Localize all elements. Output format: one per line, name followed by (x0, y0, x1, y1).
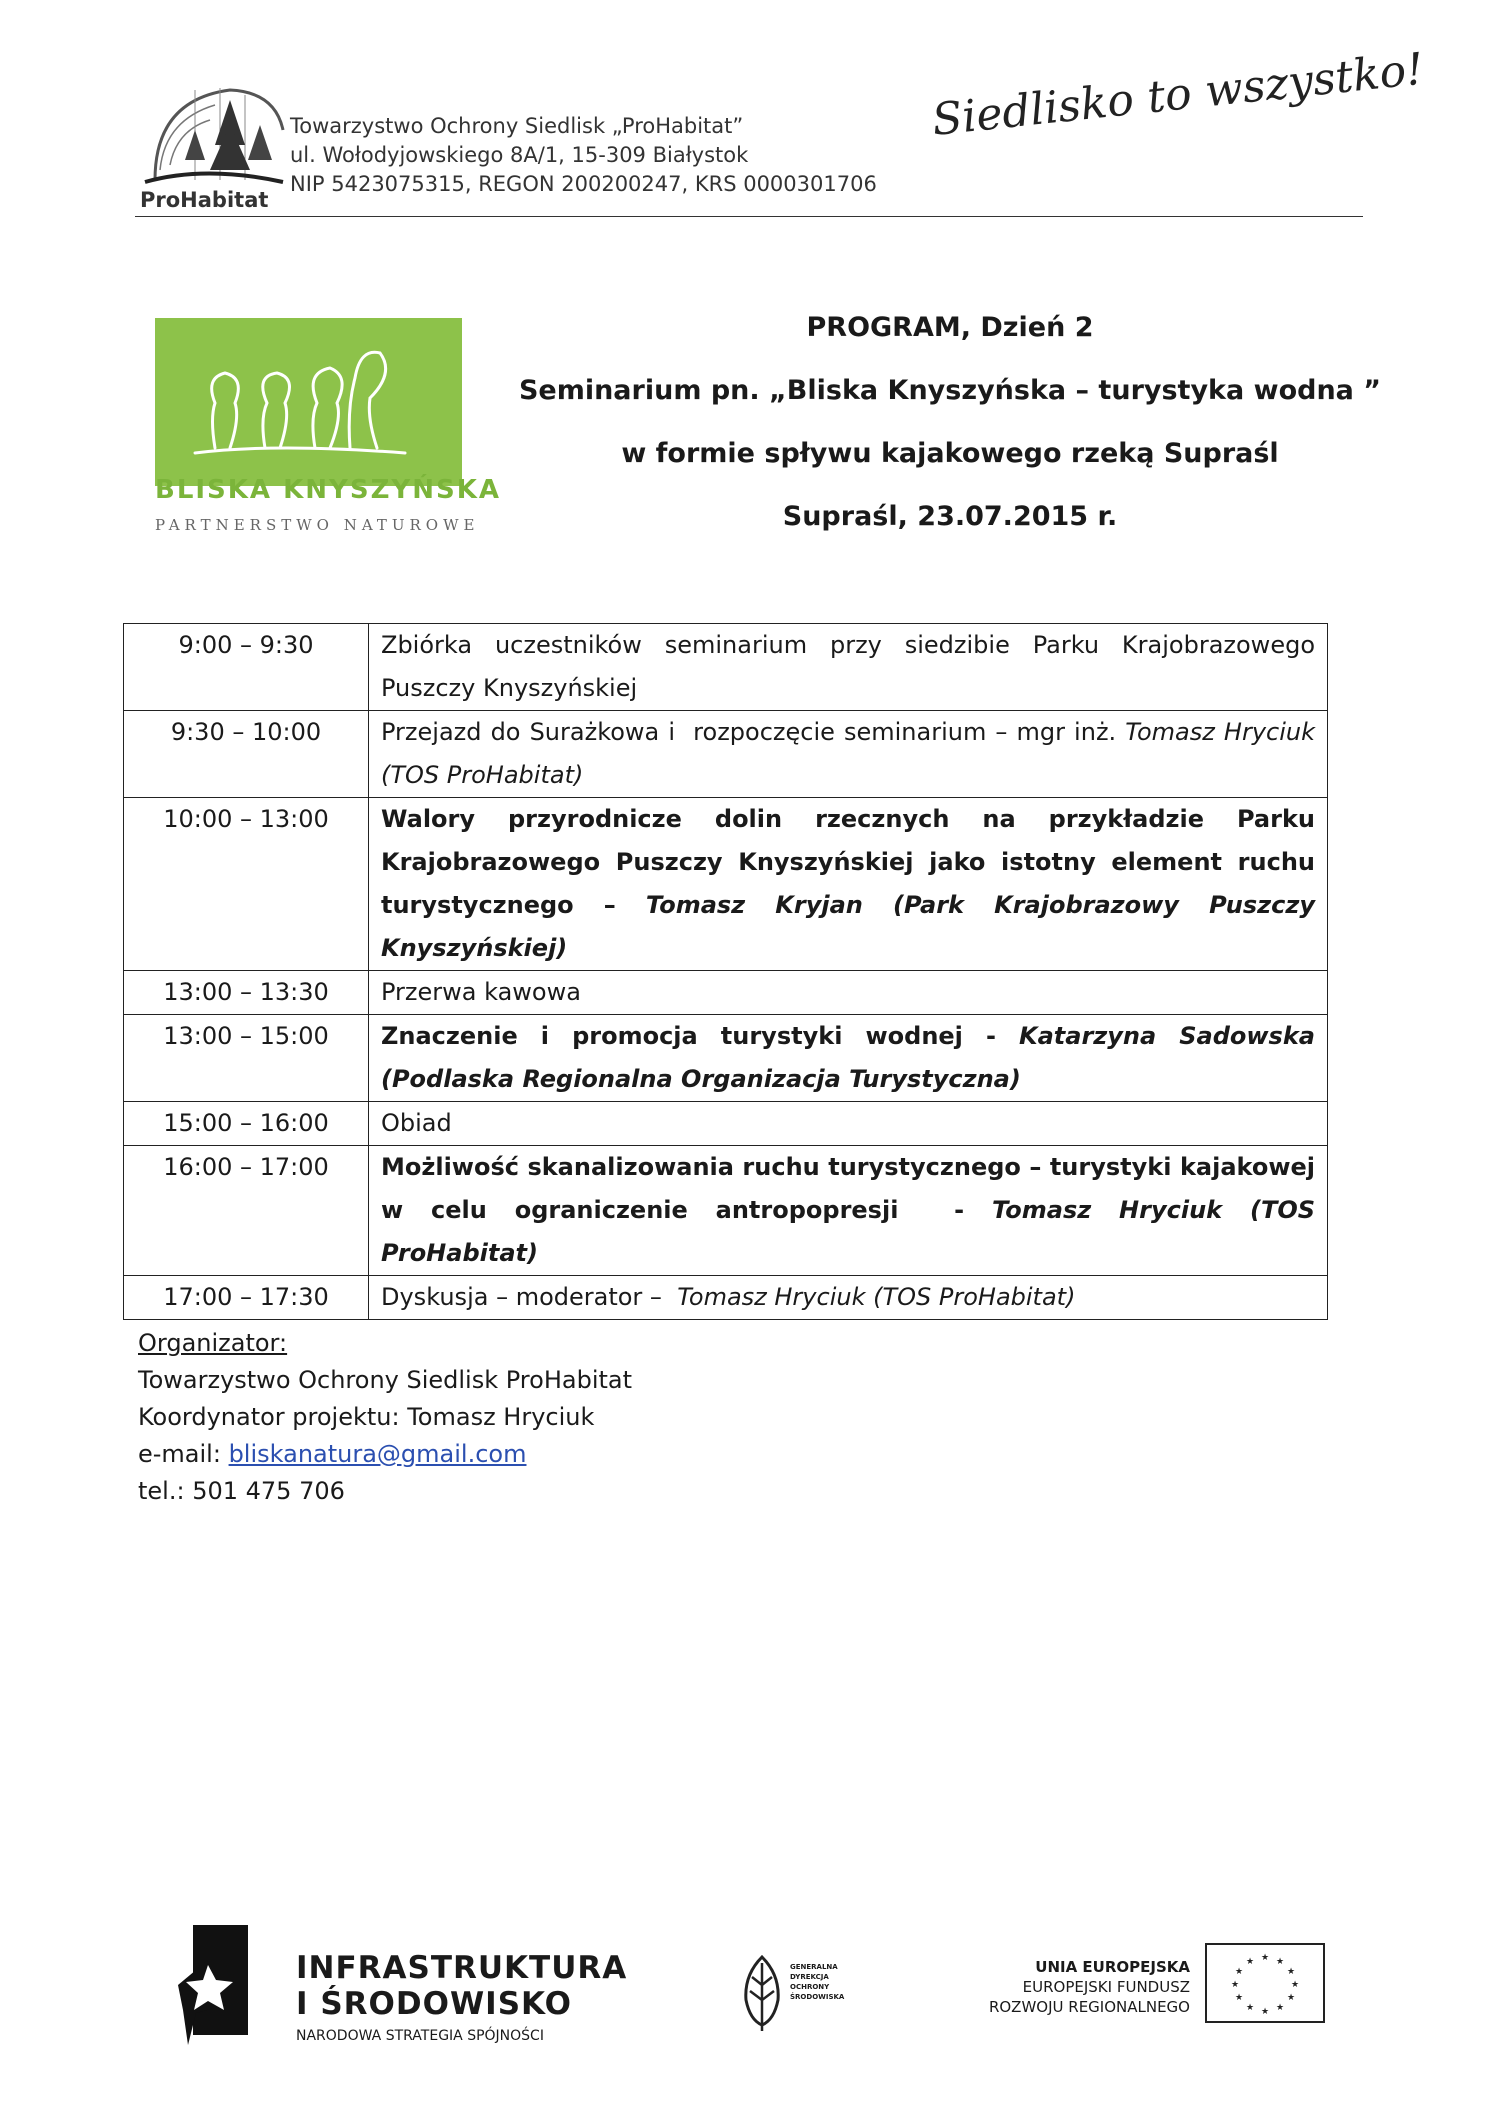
schedule-time: 17:00 – 17:30 (124, 1276, 369, 1320)
svg-text:★: ★ (1234, 1967, 1244, 1977)
svg-text:★: ★ (1286, 1967, 1296, 1977)
svg-text:★: ★ (1234, 1993, 1244, 2003)
letterhead-address (290, 112, 877, 199)
organizer-coordinator: Koordynator projektu: Tomasz Hryciuk (138, 1403, 595, 1431)
svg-text:★: ★ (1260, 2007, 1270, 2017)
svg-text:★: ★ (1245, 1957, 1255, 1967)
schedule-desc-text: Dyskusja – moderator – (381, 1283, 678, 1311)
schedule-topic: Możliwość skanalizowania ruchu turystycznego – turystyki kajakowej w celu ograniczenie antropopresji - (381, 1153, 1315, 1224)
schedule-time: 15:00 – 16:00 (124, 1102, 369, 1146)
schedule-time: 9:00 – 9:30 (124, 624, 369, 711)
schedule-desc (369, 1276, 1328, 1320)
program-title: PROGRAM, Dzień 2 (806, 312, 1094, 343)
seminar-date-place: Supraśl, 23.07.2015 r. (782, 501, 1118, 532)
infra-logo-line2: I ŚRODOWISKO (296, 1986, 572, 2022)
table-row (124, 971, 1328, 1015)
schedule-speaker: Tomasz Kryjan (Park Krajobrazowy Puszczy Knyszyńskiej) (381, 891, 1315, 962)
schedule-desc (369, 971, 1328, 1015)
gdos-leaf-icon (740, 1955, 784, 2033)
svg-text:★: ★ (1245, 2003, 1255, 2013)
letterhead-line-3: NIP 5423075315, REGON 200200247, KRS 0000301706 (290, 172, 877, 196)
seminar-form: w formie spływu kajakowego rzeką Supraśl (621, 438, 1279, 469)
organizer-heading: Organizator: (138, 1329, 288, 1357)
gdos-logo-text (790, 1962, 844, 2002)
schedule-desc-text: Przejazd do Surażkowa i rozpoczęcie seminarium – mgr inż. (381, 718, 1126, 746)
schedule-topic: Znaczenie i promocja turystyki wodnej - (381, 1022, 1019, 1050)
letterhead-divider (135, 216, 1363, 217)
seminar-name: Seminarium pn. „Bliska Knyszyńska – turystyka wodna ” (518, 375, 1382, 406)
svg-text:★: ★ (1286, 1993, 1296, 2003)
organizer-name: Towarzystwo Ochrony Siedlisk ProHabitat (138, 1366, 633, 1394)
svg-text:★: ★ (1290, 1980, 1300, 1990)
schedule-desc (369, 1102, 1328, 1146)
gdos-line: DYREKCJA (790, 1973, 829, 1981)
infra-logo-line3: NARODOWA STRATEGIA SPÓJNOŚCI (296, 2028, 544, 2044)
table-row (124, 1276, 1328, 1320)
schedule-desc (369, 624, 1328, 711)
svg-text:★: ★ (1275, 2003, 1285, 2013)
gdos-line: GENERALNA (790, 1963, 838, 1971)
svg-text:★: ★ (1275, 1957, 1285, 1967)
schedule-speaker: Tomasz Hryciuk (TOS ProHabitat) (677, 1283, 1076, 1311)
schedule-desc (369, 798, 1328, 971)
schedule-time: 10:00 – 13:00 (124, 798, 369, 971)
schedule-time: 16:00 – 17:00 (124, 1146, 369, 1276)
organizer-info (138, 1325, 632, 1510)
tree-drawing-icon (155, 318, 462, 486)
schedule-desc-text: Przerwa kawowa (381, 978, 581, 1006)
email-label: e-mail: (138, 1440, 229, 1468)
schedule-desc-text: Zbiórka uczestników seminarium przy siedzibie Parku Krajobrazowego Puszczy Knyszyńskiej (381, 631, 1315, 702)
schedule-topic: Walory przyrodnicze dolin rzecznych na przykładzie Parku Krajobrazowego Puszczy Knyszyńskiej jako istotny element ruchu turystycznego – (381, 805, 1315, 919)
gdos-line: ŚRODOWISKA (790, 1993, 845, 2001)
eu-flag-icon (1205, 1943, 1325, 2023)
svg-text:★: ★ (1230, 1980, 1240, 1990)
schedule-speaker: Tomasz Hryciuk (TOS ProHabitat) (381, 718, 1315, 789)
schedule-time: 9:30 – 10:00 (124, 711, 369, 798)
infra-logo-line1: INFRASTRUKTURA (296, 1950, 628, 1986)
table-row (124, 1015, 1328, 1102)
email-link[interactable]: bliskanatura@gmail.com (228, 1440, 527, 1468)
infrastruktura-logo-icon (178, 1925, 258, 2045)
prohabitat-logo (135, 70, 285, 210)
organizer-phone: tel.: 501 475 706 (138, 1477, 345, 1505)
svg-text:★: ★ (1260, 1953, 1270, 1963)
letterhead-slogan: Siedlisko to wszystko! (929, 43, 1427, 146)
schedule-speaker: Tomasz Hryciuk (TOS ProHabitat) (381, 1196, 1316, 1267)
gdos-line: OCHRONY (790, 1983, 830, 1991)
eu-logo-line3: ROZWOJU REGIONALNEGO (988, 1998, 1190, 2016)
schedule-desc (369, 1146, 1328, 1276)
prohabitat-logo-text: ProHabitat (140, 188, 269, 210)
schedule-table (123, 623, 1328, 1320)
schedule-time: 13:00 – 13:30 (124, 971, 369, 1015)
program-title-block (500, 296, 1400, 548)
table-row (124, 711, 1328, 798)
schedule-desc (369, 711, 1328, 798)
eu-logo-line2: EUROPEJSKI FUNDUSZ (1022, 1978, 1190, 1996)
table-row (124, 624, 1328, 711)
letterhead-line-1: Towarzystwo Ochrony Siedlisk „ProHabitat” (290, 114, 744, 138)
bliska-logo-title: BLISKA KNYSZYŃSKA (155, 475, 501, 505)
schedule-desc (369, 1015, 1328, 1102)
table-row (124, 798, 1328, 971)
schedule-speaker: Katarzyna Sadowska (Podlaska Regionalna Organizacja Turystyczna) (381, 1022, 1315, 1093)
schedule-desc-text: Obiad (381, 1109, 452, 1137)
organizer-email-row (138, 1436, 632, 1473)
eu-logo-line1: UNIA EUROPEJSKA (1035, 1958, 1190, 1976)
table-row (124, 1146, 1328, 1276)
bliska-logo-subtitle: PARTNERSTWO NATUROWE (155, 516, 480, 534)
table-row (124, 1102, 1328, 1146)
schedule-time: 13:00 – 15:00 (124, 1015, 369, 1102)
bliska-logo-graphic (155, 318, 462, 486)
letterhead-line-2: ul. Wołodyjowskiego 8A/1, 15-309 Białystok (290, 143, 749, 167)
